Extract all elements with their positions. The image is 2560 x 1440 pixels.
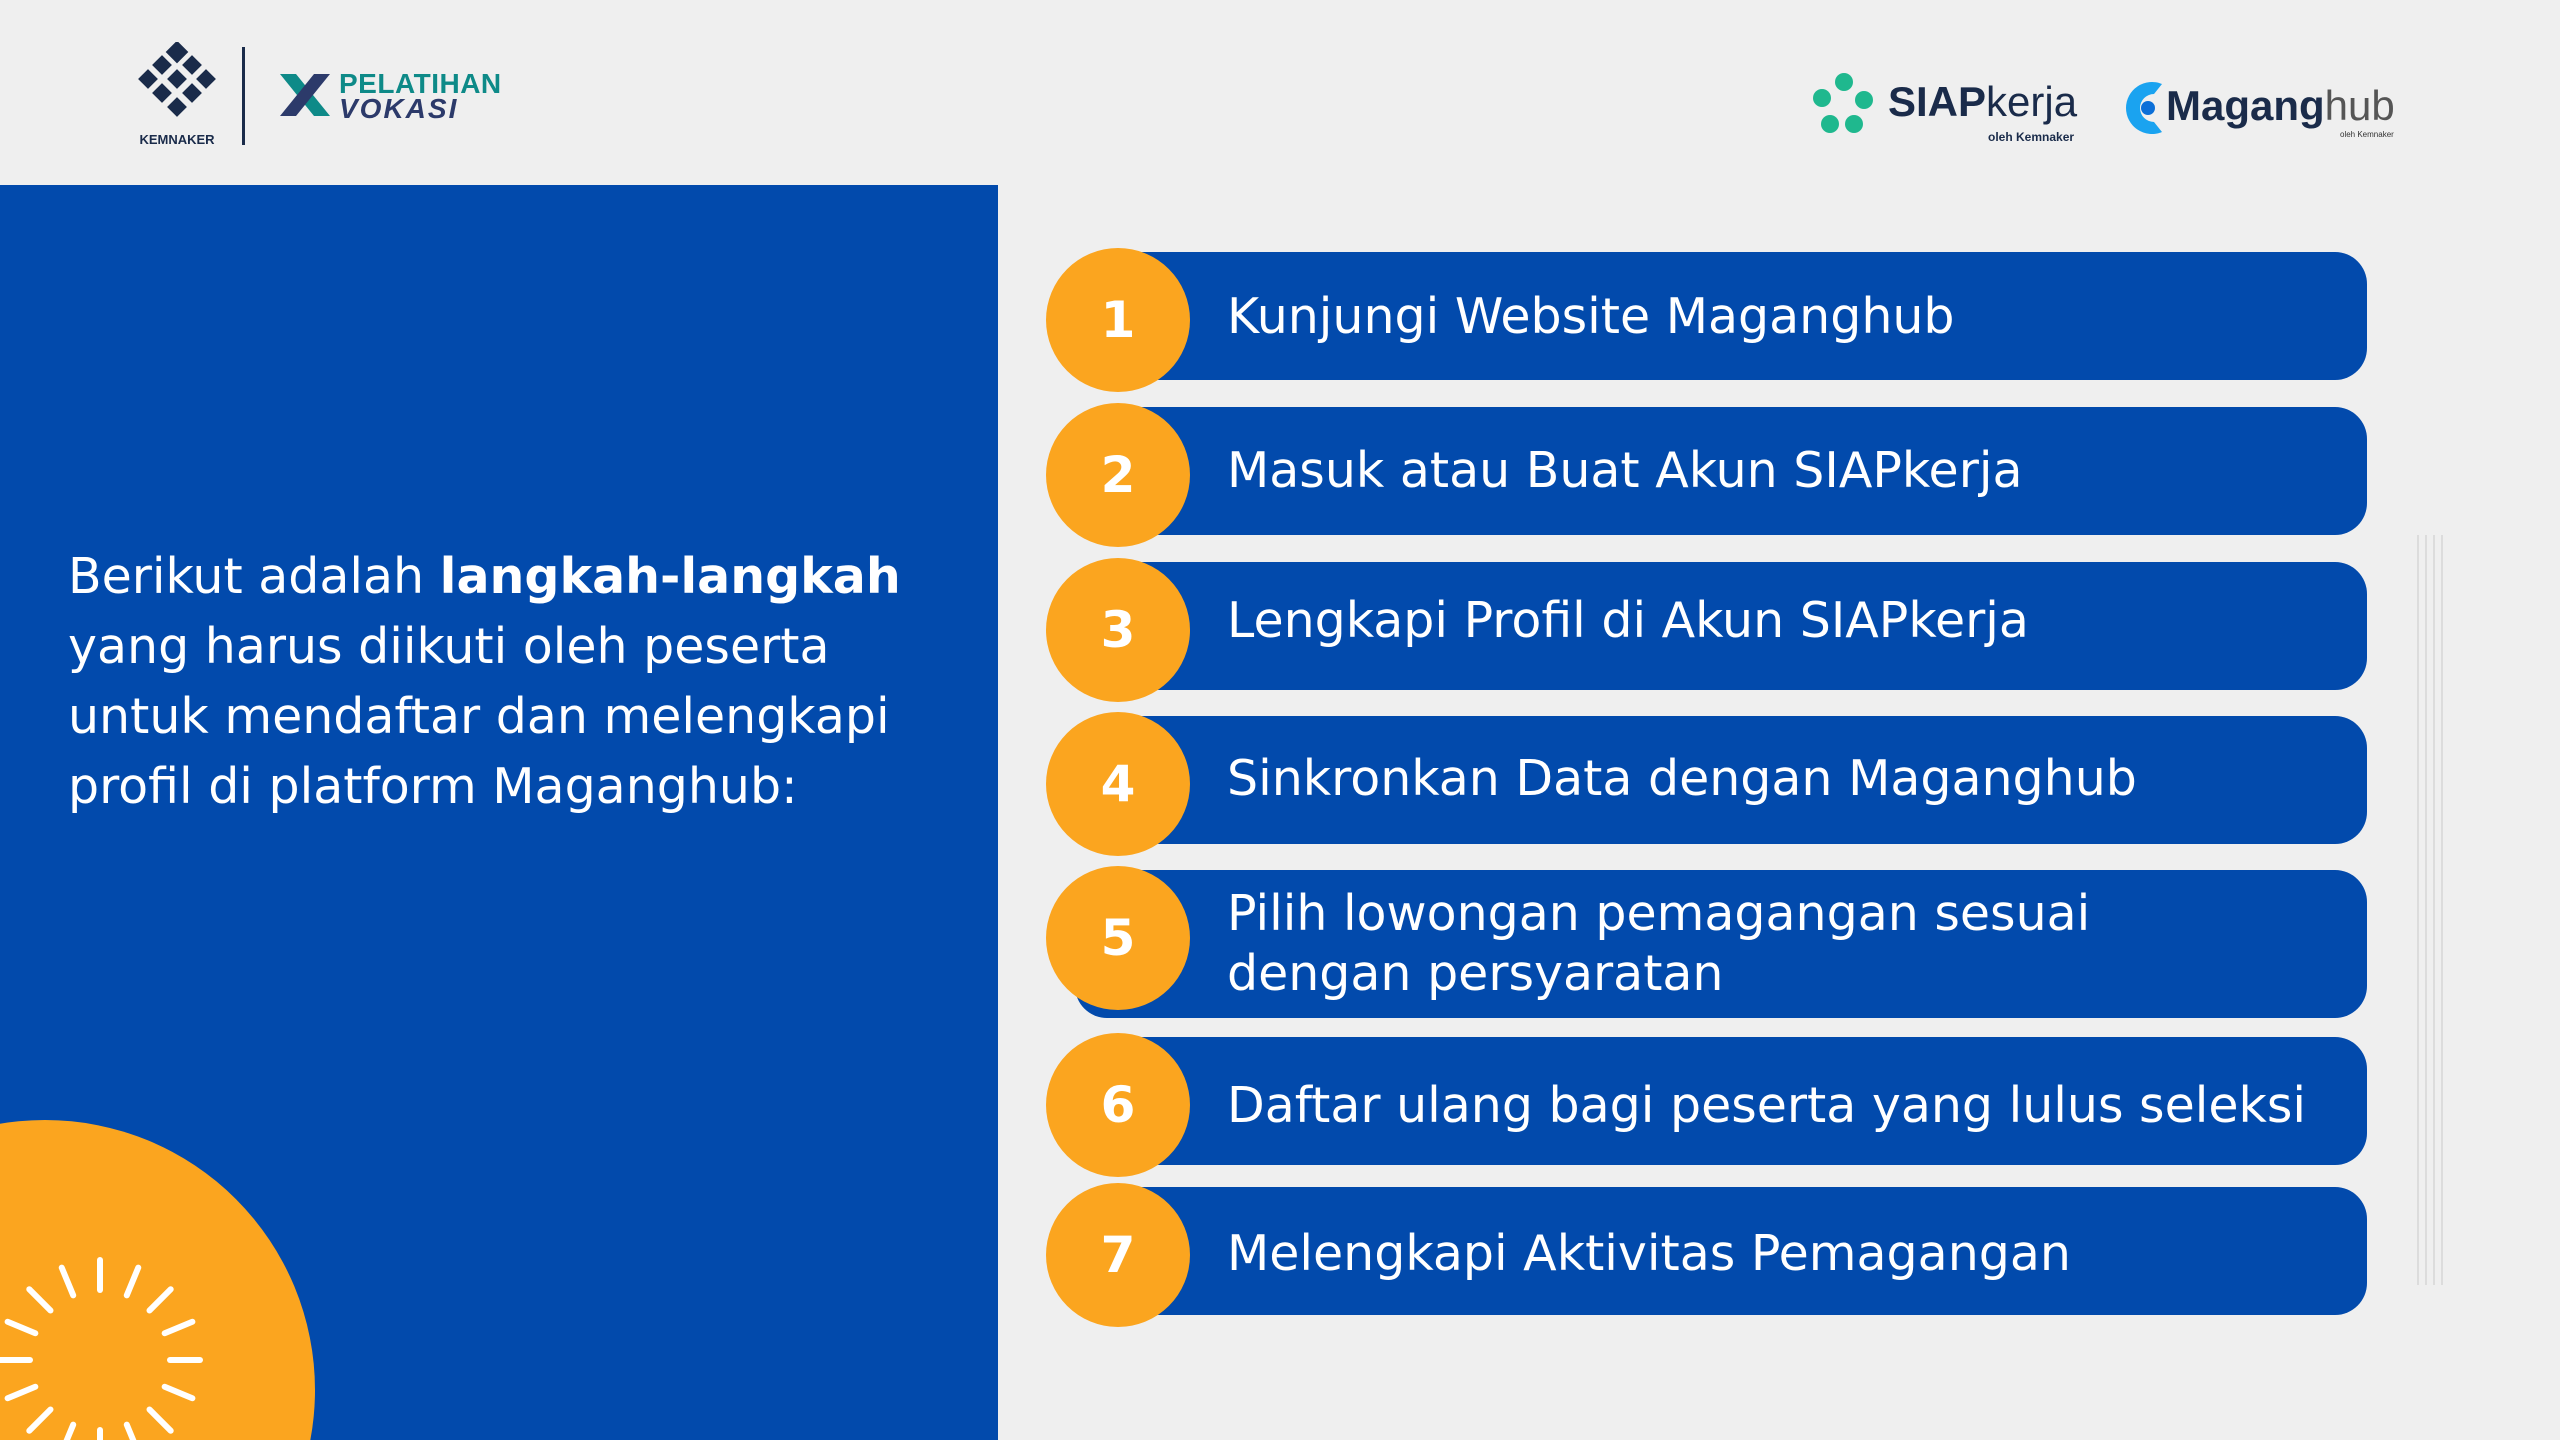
sun-ray xyxy=(8,1322,36,1333)
step-label-4: Sinkronkan Data dengan Maganghub xyxy=(1227,750,2137,807)
step-label-5-line2: dengan persyaratan xyxy=(1227,945,1724,1002)
vokasi-x-icon xyxy=(276,66,334,124)
step-number-1: 1 xyxy=(1046,248,1190,392)
vokasi-line2: VOKASI xyxy=(339,93,459,124)
step-number-7: 7 xyxy=(1046,1183,1190,1327)
sun-ray xyxy=(29,1289,50,1310)
sun-ray xyxy=(29,1409,50,1430)
siapkerja-subtitle: oleh Kemnaker xyxy=(1988,130,2075,144)
pelatihan-vokasi-logo xyxy=(276,66,506,126)
siapkerja-flower-icon xyxy=(1812,72,1876,136)
maganghub-logo xyxy=(2122,78,2412,148)
intro-bold: langkah-langkah xyxy=(439,548,901,605)
step-number-5: 5 xyxy=(1046,866,1190,1010)
kemnaker-logo xyxy=(135,42,219,152)
maganghub-c-icon xyxy=(2122,78,2168,138)
sun-ray xyxy=(62,1268,73,1296)
step-label-2: Masuk atau Buat Akun SIAPkerja xyxy=(1227,442,2023,499)
sun-ray xyxy=(149,1289,170,1310)
header-divider xyxy=(242,47,245,145)
maganghub-wordmark: Maganghub xyxy=(2166,82,2395,129)
vokasi-line1: PELATIHAN xyxy=(339,68,502,99)
step-label-6: Daftar ulang bagi peserta yang lulus seleksi xyxy=(1227,1077,2307,1134)
sun-ray xyxy=(62,1425,73,1440)
sun-ray xyxy=(165,1387,193,1398)
step-label-1: Kunjungi Website Maganghub xyxy=(1227,288,1955,345)
siapkerja-logo xyxy=(1812,72,2092,152)
sun-rays-icon xyxy=(0,1220,240,1440)
step-label-3: Lengkapi Profil di Akun SIAPkerja xyxy=(1227,592,2029,649)
sun-ray xyxy=(165,1322,193,1333)
intro-panel xyxy=(0,185,998,1440)
step-label-5: Pilih lowongan pemagangan sesuai xyxy=(1227,885,2091,942)
step-number-4: 4 xyxy=(1046,712,1190,856)
step-number-3: 3 xyxy=(1046,558,1190,702)
header xyxy=(0,0,2560,185)
intro-text: Berikut adalah langkah-langkah yang harus diikuti oleh peserta untuk mendaftar dan melengkapi profil di platform Maganghub: xyxy=(68,548,901,815)
step-number-6: 6 xyxy=(1046,1033,1190,1177)
decorative-lines xyxy=(2414,535,2450,1285)
kemnaker-emblem-icon xyxy=(135,42,219,126)
sun-ray xyxy=(8,1387,36,1398)
sun-ray xyxy=(127,1268,138,1296)
siapkerja-wordmark: SIAPkerja xyxy=(1888,78,2078,125)
kemnaker-label: KEMNAKER xyxy=(139,132,215,147)
sun-ray xyxy=(127,1425,138,1440)
step-label-7: Melengkapi Aktivitas Pemagangan xyxy=(1227,1225,2071,1282)
step-number-2: 2 xyxy=(1046,403,1190,547)
sun-ray xyxy=(149,1409,170,1430)
maganghub-subtitle: oleh Kemnaker xyxy=(2340,130,2394,139)
